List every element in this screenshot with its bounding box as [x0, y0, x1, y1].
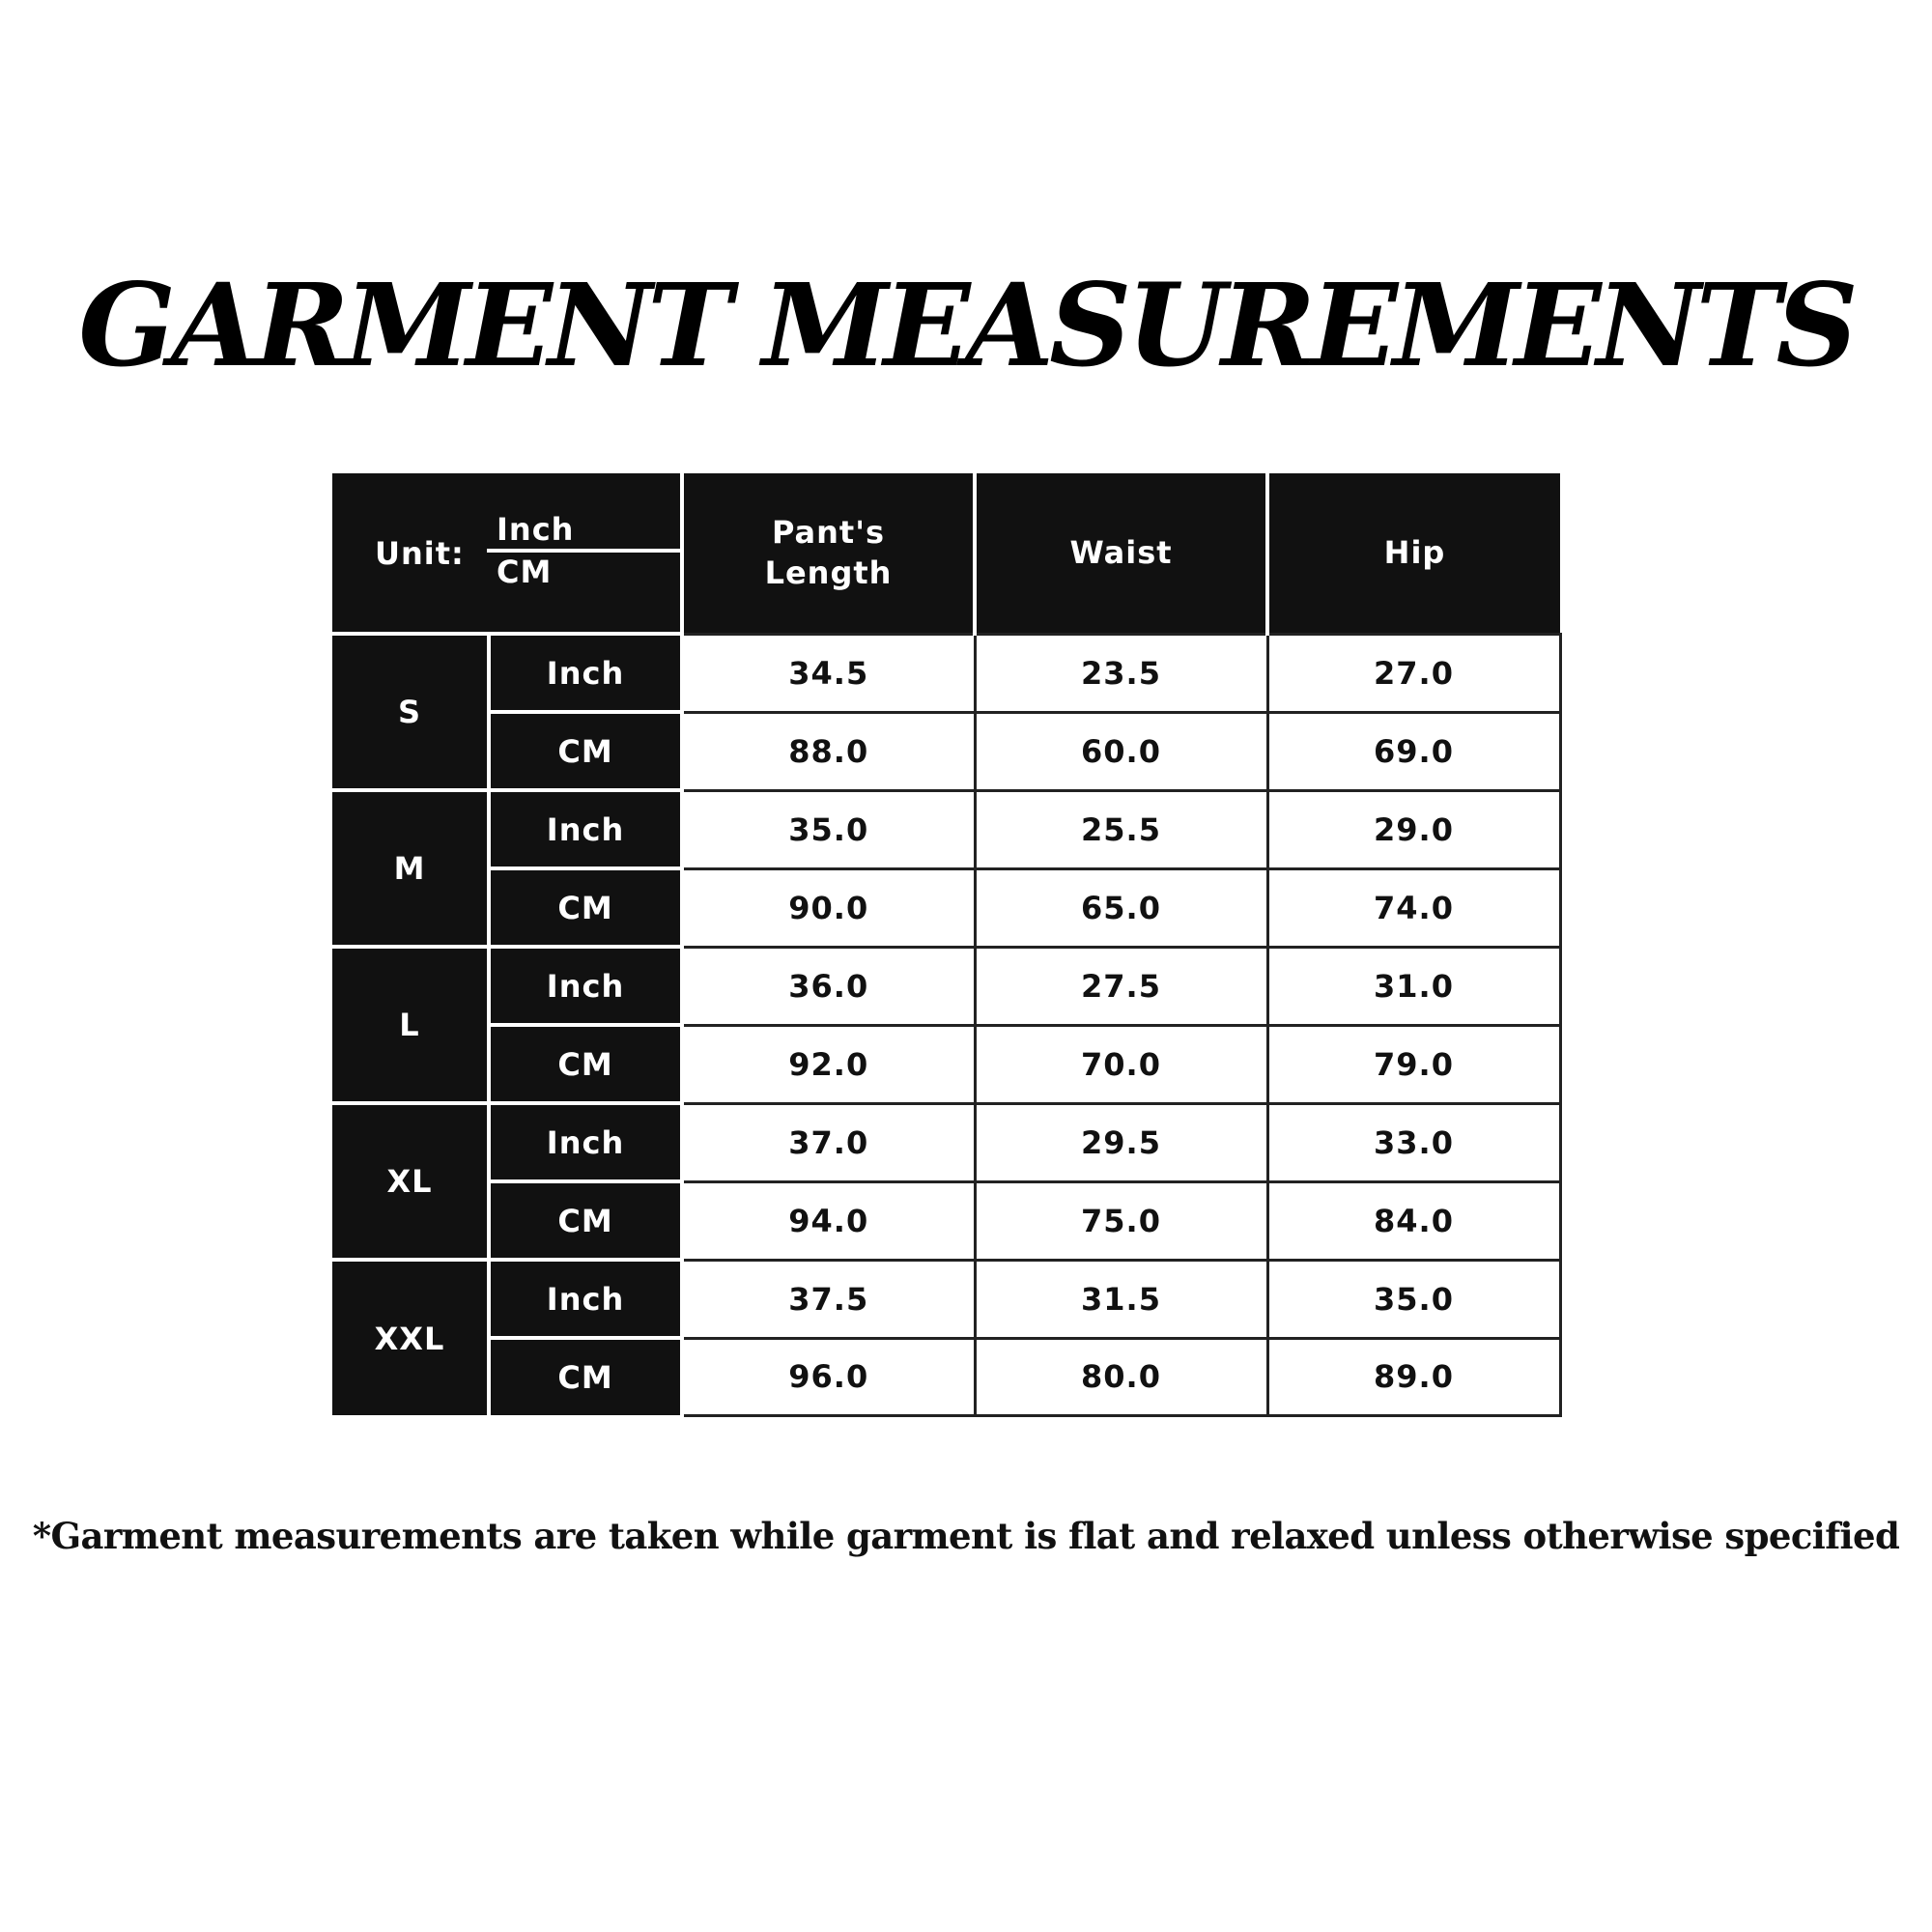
table-body: [332, 634, 1560, 1415]
table-row: [332, 868, 1560, 947]
column-header-hip: [1267, 473, 1560, 634]
size-chart-table: [332, 473, 1562, 1417]
measurement-cell: 36.0: [682, 947, 975, 1025]
size-label: L: [332, 947, 489, 1103]
measurement-cell: 96.0: [682, 1338, 975, 1415]
column-header-waist: [975, 473, 1267, 634]
table-row: [332, 1181, 1560, 1260]
measurement-cell: 92.0: [682, 1025, 975, 1103]
unit-cm-label: CM: [497, 554, 553, 590]
measurement-cell: 65.0: [975, 868, 1267, 947]
measurement-cell: 31.5: [975, 1260, 1267, 1338]
unit-row-label: Inch: [489, 1103, 682, 1181]
measurement-cell: 31.0: [1267, 947, 1560, 1025]
measurement-cell: 33.0: [1267, 1103, 1560, 1181]
measurement-cell: 27.0: [1267, 634, 1560, 712]
unit-label: Unit:: [375, 535, 465, 572]
table-row: [332, 1260, 1560, 1338]
column-header-pants-length: [682, 473, 975, 634]
measurement-cell: 35.0: [682, 790, 975, 868]
measurement-cell: 29.0: [1267, 790, 1560, 868]
measurement-cell: 34.5: [682, 634, 975, 712]
unit-row-label: CM: [489, 868, 682, 947]
table-row: [332, 634, 1560, 712]
table-row: [332, 1025, 1560, 1103]
measurement-note: *Garment measurements are taken while garment is flat and relaxed unless otherwise specified: [32, 1515, 1900, 1557]
measurement-cell: 69.0: [1267, 712, 1560, 790]
unit-row-label: CM: [489, 712, 682, 790]
table-row: [332, 1103, 1560, 1181]
unit-inch-label: Inch: [487, 510, 680, 553]
unit-row-label: Inch: [489, 634, 682, 712]
unit-row-label: CM: [489, 1181, 682, 1260]
measurement-cell: 89.0: [1267, 1338, 1560, 1415]
unit-row-label: Inch: [489, 947, 682, 1025]
table-row: [332, 1338, 1560, 1415]
column-header-line: Length: [764, 554, 893, 592]
unit-row-label: CM: [489, 1025, 682, 1103]
unit-row-label: Inch: [489, 1260, 682, 1338]
measurement-cell: 70.0: [975, 1025, 1267, 1103]
measurement-cell: 75.0: [975, 1181, 1267, 1260]
table-header-row: [332, 473, 1560, 634]
size-label: S: [332, 634, 489, 790]
page-title: GARMENT MEASUREMENTS: [78, 258, 1854, 392]
measurement-cell: 74.0: [1267, 868, 1560, 947]
measurement-cell: 29.5: [975, 1103, 1267, 1181]
size-label: XL: [332, 1103, 489, 1260]
measurement-cell: 35.0: [1267, 1260, 1560, 1338]
measurement-cell: 80.0: [975, 1338, 1267, 1415]
unit-fraction: [487, 510, 680, 591]
measurement-cell: 90.0: [682, 868, 975, 947]
measurement-cell: 23.5: [975, 634, 1267, 712]
measurement-cell: 60.0: [975, 712, 1267, 790]
measurement-cell: 37.0: [682, 1103, 975, 1181]
unit-header-cell: [332, 473, 682, 634]
unit-row-label: CM: [489, 1338, 682, 1415]
measurement-cell: 27.5: [975, 947, 1267, 1025]
column-header-line: Pant's: [771, 514, 886, 552]
measurement-cell: 25.5: [975, 790, 1267, 868]
measurement-cell: 94.0: [682, 1181, 975, 1260]
table-row: [332, 790, 1560, 868]
table-row: [332, 947, 1560, 1025]
table-row: [332, 712, 1560, 790]
size-label: XXL: [332, 1260, 489, 1415]
measurement-cell: 37.5: [682, 1260, 975, 1338]
measurement-cell: 79.0: [1267, 1025, 1560, 1103]
unit-row-label: Inch: [489, 790, 682, 868]
measurement-cell: 84.0: [1267, 1181, 1560, 1260]
size-label: M: [332, 790, 489, 947]
column-header-line: Waist: [1069, 534, 1173, 572]
measurement-cell: 88.0: [682, 712, 975, 790]
column-header-line: Hip: [1383, 534, 1446, 572]
